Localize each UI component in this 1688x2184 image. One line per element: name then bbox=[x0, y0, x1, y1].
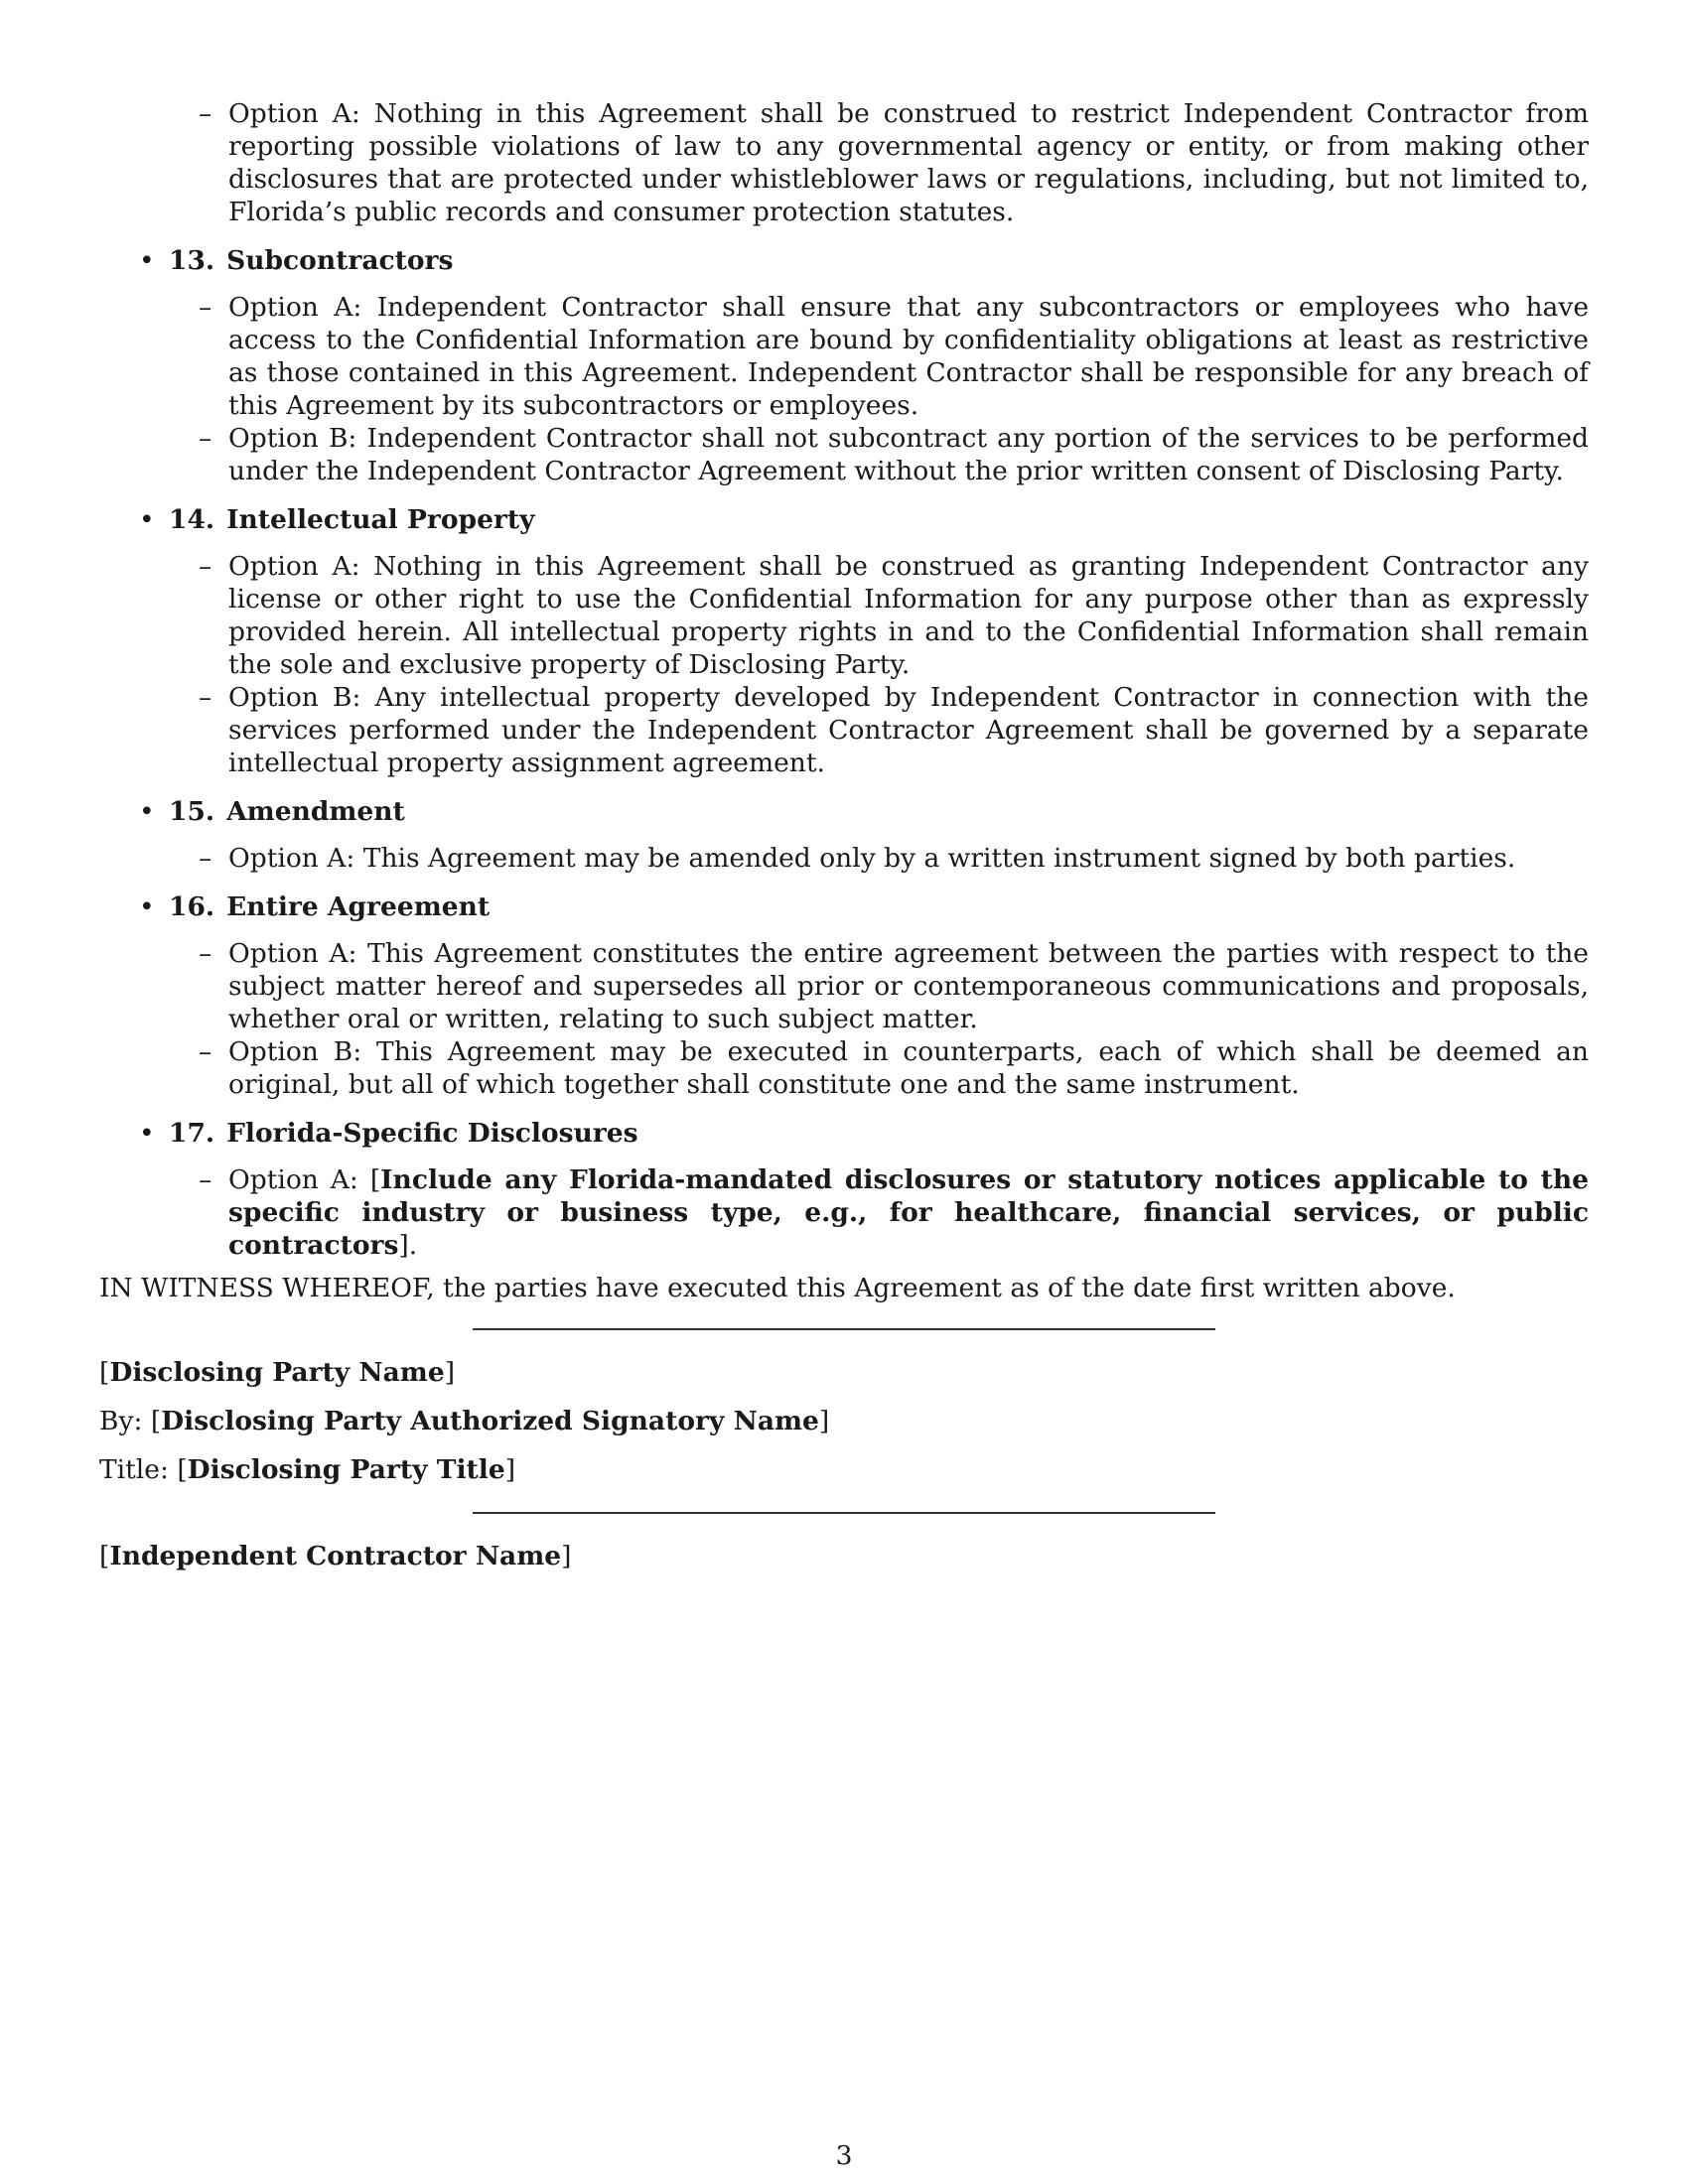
dash-marker: – bbox=[199, 423, 212, 454]
option-text: Nothing in this Agreement shall be construed to restrict Independent Contractor from reporting possible violations of law to any governmental agency or entity, or from making other disclosures that are protected under whistleblower laws or regulations, including, but not limited to, Florida’s public records and consumer protection statutes. bbox=[228, 98, 1589, 227]
option-text: Independent Contractor shall not subcontract any portion of the services to be performed under the Independent Contractor Agreement without the prior written consent of Disclosing Party. bbox=[228, 423, 1589, 486]
title-label: Title: bbox=[99, 1454, 169, 1485]
dash-marker: – bbox=[199, 682, 212, 713]
contractor-name-row bbox=[99, 1540, 1589, 1572]
disclosing-party-name-row bbox=[99, 1356, 1589, 1389]
option-label: Option B: bbox=[228, 423, 357, 454]
section-heading-16 bbox=[139, 890, 1589, 923]
open-bracket: [ bbox=[99, 1541, 110, 1571]
section-number: 16. bbox=[169, 891, 215, 922]
option-label: Option B: bbox=[228, 682, 361, 713]
placeholder-close-bracket: ]. bbox=[398, 1230, 418, 1261]
party-title: Disclosing Party Title bbox=[187, 1454, 505, 1485]
bullet-marker: • bbox=[139, 796, 155, 827]
section-13-options bbox=[199, 291, 1589, 487]
section-title: Entire Agreement bbox=[226, 891, 491, 922]
option-text: This Agreement may be amended only by a written instrument signed by both parties. bbox=[362, 843, 1516, 874]
signature-line bbox=[473, 1512, 1215, 1514]
dash-marker: – bbox=[199, 843, 212, 874]
option-item bbox=[199, 937, 1589, 1035]
section-heading-13 bbox=[139, 244, 1589, 277]
dash-marker: – bbox=[199, 938, 212, 969]
option-item bbox=[199, 842, 1589, 875]
section-number: 17. bbox=[169, 1118, 215, 1149]
option-text: Nothing in this Agreement shall be construed as granting Independent Contractor any license or other right to use the Confidential Information for any purpose other than as expressly provided herein. All intellectual property rights in and to the Confidential Information shall remain the sole and exclusive property of Disclosing Party. bbox=[228, 551, 1589, 680]
dash-marker: – bbox=[199, 1036, 212, 1067]
option-item bbox=[199, 550, 1589, 681]
section-17-options bbox=[199, 1163, 1589, 1262]
section-heading-15 bbox=[139, 795, 1589, 828]
bullet-marker: • bbox=[139, 504, 155, 535]
title-row bbox=[99, 1453, 1589, 1486]
option-item bbox=[199, 291, 1589, 422]
disclosing-party-name: Disclosing Party Name bbox=[109, 1357, 445, 1388]
page-number: 3 bbox=[835, 2140, 853, 2171]
option-label: Option B: bbox=[228, 1036, 362, 1067]
placeholder-open-bracket: [ bbox=[369, 1164, 381, 1195]
bullet-marker: • bbox=[139, 245, 155, 276]
section-16-options bbox=[199, 937, 1589, 1101]
open-bracket: [ bbox=[150, 1406, 162, 1436]
bullet-marker: • bbox=[139, 1118, 155, 1149]
section-title: Amendment bbox=[226, 796, 405, 827]
open-bracket: [ bbox=[177, 1454, 188, 1485]
option-item bbox=[199, 681, 1589, 779]
by-label: By: bbox=[99, 1406, 143, 1436]
signatory-name: Disclosing Party Authorized Signatory Name bbox=[161, 1406, 819, 1436]
dash-marker: – bbox=[199, 98, 212, 129]
close-bracket: ] bbox=[504, 1454, 516, 1485]
contractor-name: Independent Contractor Name bbox=[109, 1541, 562, 1571]
dash-marker: – bbox=[199, 292, 212, 323]
document-page bbox=[99, 97, 1589, 1588]
option-label: Option A: bbox=[228, 98, 360, 129]
close-bracket: ] bbox=[561, 1541, 572, 1571]
open-bracket: [ bbox=[99, 1357, 110, 1388]
section-number: 15. bbox=[169, 796, 215, 827]
option-label: Option A: bbox=[228, 1164, 358, 1195]
option-text: This Agreement constitutes the entire agreement between the parties with respect to the subject matter hereof and supersedes all prior or contemporaneous communications and proposals, whether oral or written, relating to such subject matter. bbox=[228, 938, 1589, 1034]
section-heading-17 bbox=[139, 1117, 1589, 1150]
section-15-options bbox=[199, 842, 1589, 875]
section-number: 14. bbox=[169, 504, 215, 535]
close-bracket: ] bbox=[818, 1406, 830, 1436]
continued-option-list bbox=[199, 97, 1589, 228]
section-heading-14 bbox=[139, 503, 1589, 536]
option-label: Option A: bbox=[228, 551, 360, 582]
option-item bbox=[199, 422, 1589, 487]
option-text: This Agreement may be executed in counterparts, each of which shall be deemed an original, but all of which together shall constitute one and the same instrument. bbox=[228, 1036, 1589, 1100]
signatory-row bbox=[99, 1405, 1589, 1437]
close-bracket: ] bbox=[444, 1357, 456, 1388]
option-label: Option A: bbox=[228, 292, 362, 323]
section-title: Intellectual Property bbox=[226, 504, 535, 535]
option-text: Independent Contractor shall ensure that any subcontractors or employees who have access to the Confidential Information are bound by confidentiality obligations at least as restrictive as those contained in this Agreement. Independent Contractor shall be responsible for any breach of this Agreement by its subcontractors or employees. bbox=[228, 292, 1589, 421]
dash-marker: – bbox=[199, 1164, 212, 1195]
section-14-options bbox=[199, 550, 1589, 779]
witness-statement: IN WITNESS WHEREOF, the parties have executed this Agreement as of the date first written above. bbox=[99, 1273, 1456, 1303]
section-title: Subcontractors bbox=[226, 245, 454, 276]
option-text: Any intellectual property developed by Independent Contractor in connection with the services performed under the Independent Contractor Agreement shall be governed by a separate intellectual property assignment agreement. bbox=[228, 682, 1589, 778]
placeholder-text: Include any Florida-mandated disclosures or statutory notices applicable to the specific industry or business type, e.g., for healthcare, financial services, or public contractors bbox=[228, 1164, 1589, 1261]
bullet-marker: • bbox=[139, 891, 155, 922]
dash-marker: – bbox=[199, 551, 212, 582]
option-item bbox=[199, 97, 1589, 228]
option-item bbox=[199, 1163, 1589, 1262]
option-item bbox=[199, 1035, 1589, 1101]
option-label: Option A: bbox=[228, 938, 357, 969]
option-label: Option A: bbox=[228, 843, 355, 874]
section-title: Florida-Specific Disclosures bbox=[226, 1118, 638, 1149]
signature-line bbox=[473, 1328, 1215, 1330]
section-number: 13. bbox=[169, 245, 215, 276]
